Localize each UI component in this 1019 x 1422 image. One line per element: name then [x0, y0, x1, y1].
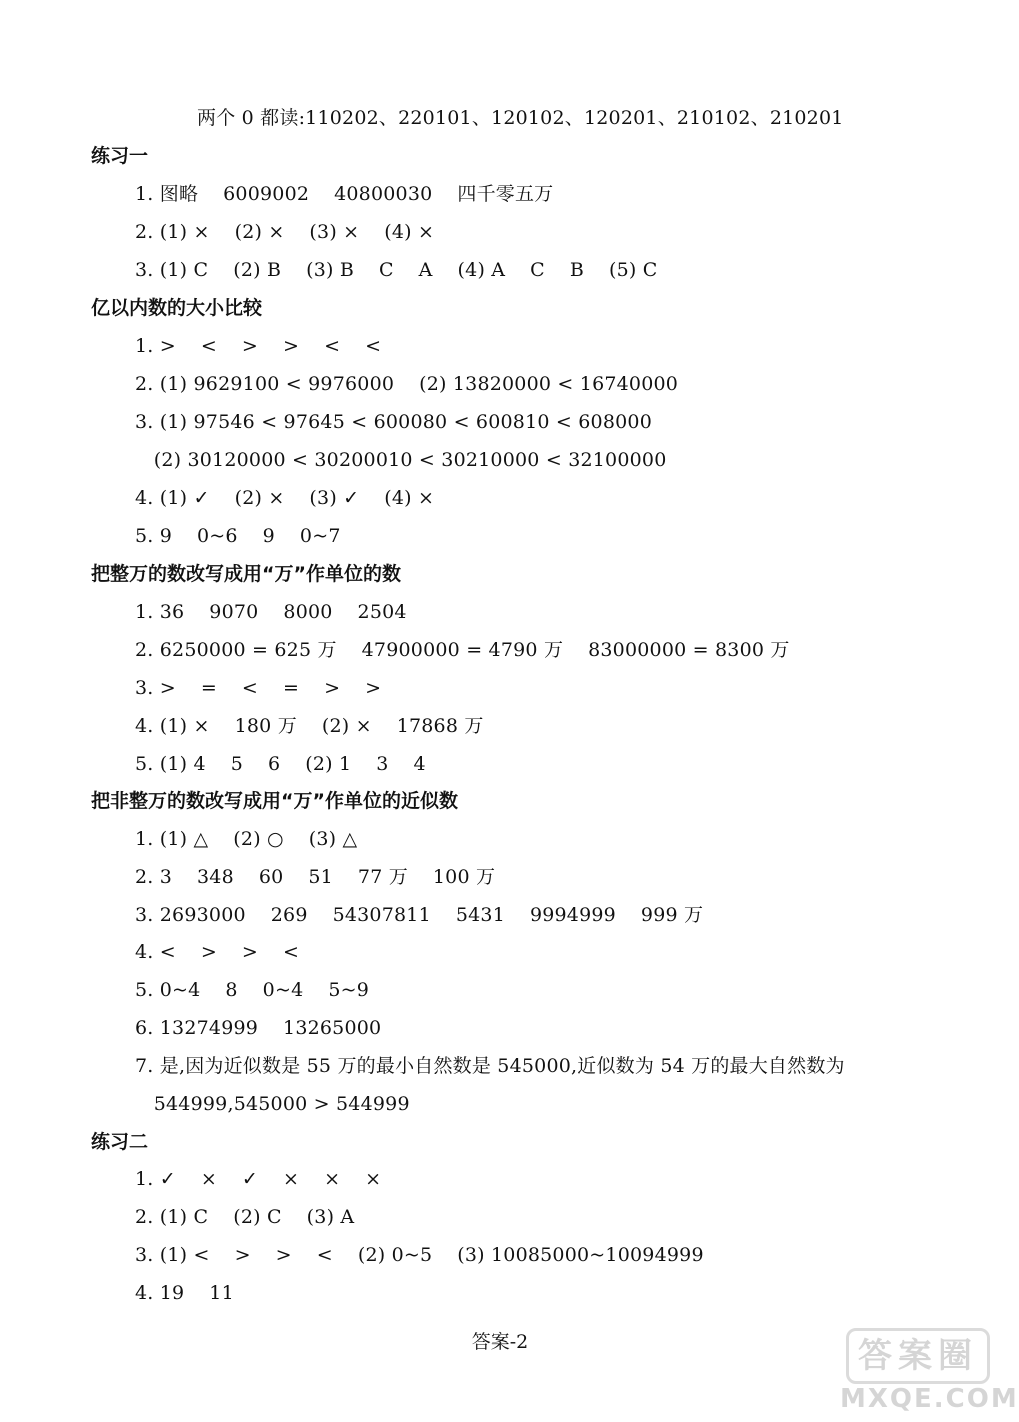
section-heading-approximate: 把非整万的数改写成用“万”作单位的近似数	[91, 790, 458, 812]
answer-line: 5. (1) 4 5 6 (2) 1 3 4	[135, 753, 426, 775]
section-heading-exercise-1: 练习一	[91, 145, 149, 167]
answer-line: 2. 3 348 60 51 77 万 100 万	[135, 866, 496, 888]
answer-line: 5. 0~4 8 0~4 5~9	[135, 979, 370, 1001]
answer-line: 2. 6250000 = 625 万 47900000 = 4790 万 83000000 = 8300 万	[135, 639, 790, 661]
answer-line: 2. (1) C (2) C (3) A	[135, 1206, 355, 1228]
answer-line: 4. (1) ✓ (2) × (3) ✓ (4) ×	[135, 487, 435, 509]
answer-line: 3. (1) < > > < (2) 0~5 (3) 10085000~10094999	[135, 1244, 704, 1266]
answer-line: 1. (1) △ (2) ○ (3) △	[135, 828, 358, 850]
answer-line: 2. (1) × (2) × (3) × (4) ×	[135, 221, 435, 243]
answer-line: 3. (1) C (2) B (3) B C A (4) A C B (5) C	[135, 259, 658, 281]
answer-line: 1. 36 9070 8000 2504	[135, 601, 407, 623]
answer-line: 1. 图略 6009002 40800030 四千零五万	[135, 183, 554, 205]
answer-line: 7. 是,因为近似数是 55 万的最小自然数是 545000,近似数为 54 万的最大自然数为	[135, 1055, 845, 1077]
page-number: 答案-2	[471, 1331, 529, 1353]
section-heading-rewrite-whole: 把整万的数改写成用“万”作单位的数	[91, 563, 401, 585]
watermark-site: MXQE.COM	[840, 1384, 1019, 1414]
answer-line: 3. (1) 97546 < 97645 < 600080 < 600810 < 608000	[135, 411, 652, 433]
answer-line: 1. ✓ × ✓ × × ×	[135, 1168, 382, 1190]
answer-line: 4. (1) × 180 万 (2) × 17868 万	[135, 715, 484, 737]
answer-line: 3. > = < = > >	[135, 677, 382, 699]
section-heading-compare: 亿以内数的大小比较	[91, 297, 263, 319]
answer-line: 4. 19 11	[135, 1282, 234, 1304]
answer-line: 4. < > > <	[135, 941, 300, 963]
watermark-logo	[840, 1328, 1019, 1416]
answer-line: 6. 13274999 13265000	[135, 1017, 382, 1039]
intro-line: 两个 0 都读:110202、220101、120102、120201、210102、210201	[197, 107, 844, 129]
answer-line: 5. 9 0~6 9 0~7	[135, 525, 341, 547]
watermark-text: 答案圈	[846, 1328, 990, 1384]
answer-line: 2. (1) 9629100 < 9976000 (2) 13820000 < 16740000	[135, 373, 679, 395]
answer-line: (2) 30120000 < 30200010 < 30210000 < 32100000	[135, 449, 667, 471]
answer-line: 3. 2693000 269 54307811 5431 9994999 999 万	[135, 904, 704, 926]
answer-line: 1. > < > > < <	[135, 335, 382, 357]
section-heading-exercise-2: 练习二	[91, 1131, 149, 1153]
answer-line: 544999,545000 > 544999	[135, 1093, 410, 1115]
